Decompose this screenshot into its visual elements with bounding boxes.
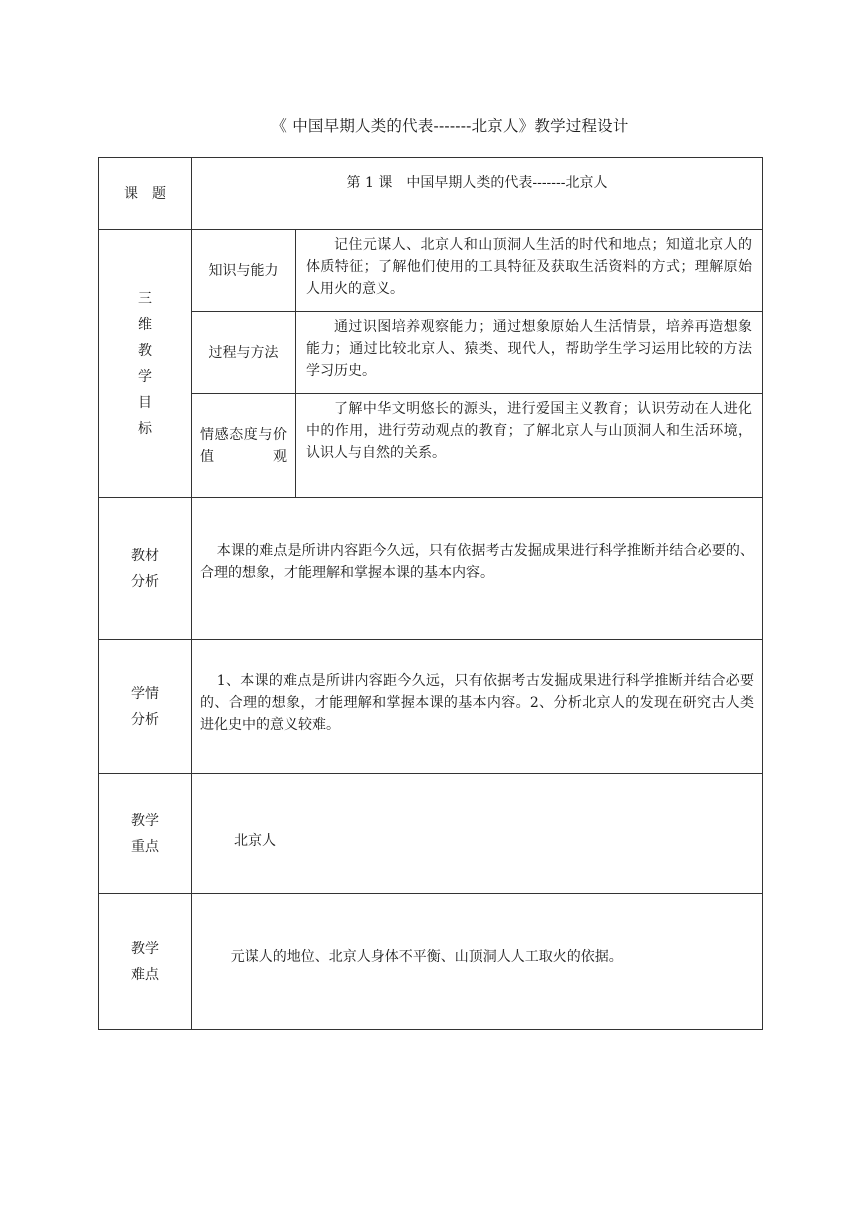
goals-label: 三维教学目标 xyxy=(138,290,152,437)
goals-label-cell xyxy=(99,230,192,498)
goal-row-process xyxy=(99,312,763,394)
goal-text-process: 通过识图培养观察能力；通过想象原始人生活情景，培养再造想象能力；通过比较北京人、猿类、现代人，帮助学生学习运用比较的方法学习历史。 xyxy=(296,312,763,394)
difficulties-text: 元谋人的地位、北京人身体不平衡、山顶洞人人工取火的依据。 xyxy=(192,894,763,1030)
key-points-label-cell xyxy=(99,774,192,894)
goal-label-knowledge: 知识与能力 xyxy=(192,230,296,312)
lesson-design-table xyxy=(98,157,763,1030)
topic-value: 第 1 课 中国早期人类的代表-------北京人 xyxy=(192,158,763,230)
difficulties-label-cell xyxy=(99,894,192,1030)
goal-label-process: 过程与方法 xyxy=(192,312,296,394)
student-analysis-label: 学情 分析 xyxy=(131,685,159,728)
key-points-row xyxy=(99,774,763,894)
material-analysis-row xyxy=(99,498,763,640)
topic-row xyxy=(99,158,763,230)
document-title: 《 中国早期人类的代表-------北京人》教学过程设计 xyxy=(271,117,629,135)
goal-row-knowledge xyxy=(99,230,763,312)
material-analysis-label: 教材 分析 xyxy=(131,547,159,590)
difficulties-row xyxy=(99,894,763,1030)
goal-label-attitude: 情感态度与价值观 xyxy=(192,394,296,498)
topic-label-cell xyxy=(99,158,192,230)
topic-label: 课 题 xyxy=(124,185,166,202)
key-points-label: 教学 重点 xyxy=(131,812,159,855)
goal-text-attitude: 了解中华文明悠长的源头，进行爱国主义教育；认识劳动在人进化中的作用，进行劳动观点的教育；了解北京人与山顶洞人和生活环境，认识人与自然的关系。 xyxy=(296,394,763,498)
key-points-cell xyxy=(192,774,763,894)
difficulties-label: 教学 难点 xyxy=(131,940,159,983)
student-analysis-label-cell xyxy=(99,640,192,774)
student-analysis-row xyxy=(99,640,763,774)
goal-row-attitude xyxy=(99,394,763,498)
goal-text-knowledge: 记住元谋人、北京人和山顶洞人生活的时代和地点；知道北京人的体质特征；了解他们使用的工具特征及获取生活资料的方式；理解原始人用火的意义。 xyxy=(296,230,763,312)
material-analysis-text: 本课的难点是所讲内容距今久远，只有依据考古发掘成果进行科学推断并结合必要的、合理的想象，才能理解和掌握本课的基本内容。 xyxy=(192,498,763,640)
student-analysis-text: 1、本课的难点是所讲内容距今久远，只有依据考古发掘成果进行科学推断并结合必要的、合理的想象，才能理解和掌握本课的基本内容。2、分析北京人的发现在研究古人类进化史中的意义较难。 xyxy=(192,640,763,774)
key-points-text: 北京人 xyxy=(234,833,276,849)
material-analysis-label-cell xyxy=(99,498,192,640)
